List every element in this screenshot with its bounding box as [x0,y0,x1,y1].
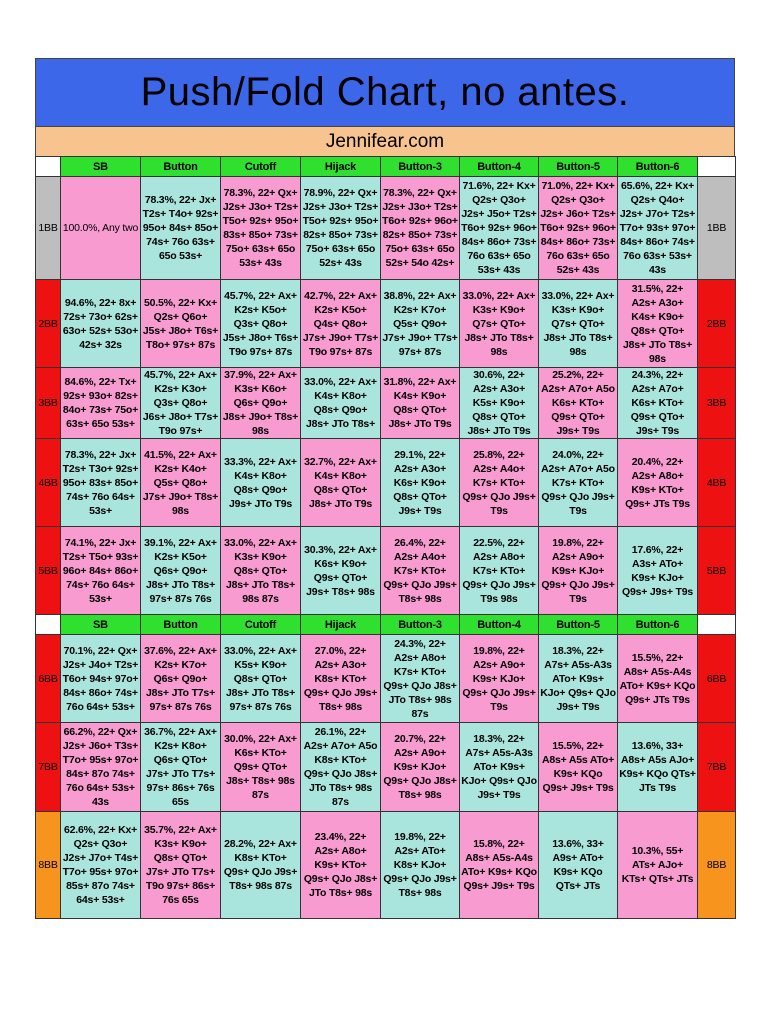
position-header-row [36,615,736,635]
range-cell: 50.5%, 22+ Kx+ Q2s+ Q6o+ J5s+ J8o+ T6s+ T8o+ 97s+ 87s [141,280,221,368]
range-cell: 25.8%, 22+ A2s+ A4o+ K7s+ KTo+ Q9s+ QJo J9s+ T9s [460,439,539,527]
stack-label: 5BB [698,527,736,615]
range-cell: 70.1%, 22+ Qx+ J2s+ J4o+ T2s+ T6o+ 94s+ 97o+ 84s+ 86o+ 74s+ 76o 64s+ 53s+ [61,635,141,723]
stack-label: 3BB [698,368,736,439]
header-blank-cell [36,615,61,635]
range-cell: 19.8%, 22+ A2s+ A9o+ K9s+ KJo+ Q9s+ QJo J9s+ T9s [539,527,618,615]
range-cell: 27.0%, 22+ A2s+ A3o+ K8s+ KTo+ Q9s+ QJo J9s+ T8s+ 98s [301,635,381,723]
stack-label: 8BB [698,812,736,919]
range-cell: 42.7%, 22+ Ax+ K2s+ K5o+ Q4s+ Q8o+ J7s+ J9o+ T7s+ T9o 97s+ 87s [301,280,381,368]
range-cell: 10.3%, 55+ ATs+ AJo+ KTs+ QTs+ JTs [618,812,698,919]
position-header: Button-5 [539,157,618,177]
position-header: Button-6 [618,157,698,177]
range-cell: 33.0%, 22+ Ax+ K5s+ K9o+ Q8s+ QTo+ J8s+ JTo T8s+ 97s+ 87s 76s [221,635,301,723]
range-cell: 15.5%, 22+ A8s+ A5s ATo+ K9s+ KQo Q9s+ J9s+ T9s [539,723,618,812]
range-cell: 94.6%, 22+ 8x+ 72s+ 73o+ 62s+ 63o+ 52s+ 53o+ 42s+ 32s [61,280,141,368]
header-blank-cell [698,615,736,635]
header-blank-cell [698,157,736,177]
stack-label: 5BB [36,527,61,615]
stack-row [36,527,736,615]
position-header: SB [61,157,141,177]
range-cell: 45.7%, 22+ Ax+ K2s+ K5o+ Q3s+ Q8o+ J5s+ J8o+ T6s+ T9o 97s+ 87s [221,280,301,368]
range-cell: 33.0%, 22+ Ax+ K3s+ K9o+ Q7s+ QTo+ J8s+ JTo T8s+ 98s [539,280,618,368]
stack-label: 3BB [36,368,61,439]
range-cell: 24.3%, 22+ A2s+ A7o+ K6s+ KTo+ Q9s+ QTo+ J9s+ T9s [618,368,698,439]
stack-label: 6BB [36,635,61,723]
range-cell: 37.9%, 22+ Ax+ K3s+ K6o+ Q6s+ Q9o+ J8s+ J9o+ T8s+ 98s [221,368,301,439]
stack-label: 1BB [36,177,61,280]
range-cell: 33.3%, 22+ Ax+ K4s+ K8o+ Q8s+ Q9o+ J9s+ JTo T9s [221,439,301,527]
position-header: Button-6 [618,615,698,635]
range-cell: 13.6%, 33+ A8s+ A5s AJo+ K9s+ KQo QTs+ JTs T9s [618,723,698,812]
range-cell: 19.8%, 22+ A2s+ ATo+ K8s+ KJo+ Q9s+ QJo J9s+ T8s+ 98s [381,812,460,919]
position-header: Button-3 [381,615,460,635]
range-cell: 26.1%, 22+ A2s+ A7o+ A5o K8s+ KTo+ Q9s+ QJo J8s+ JTo T8s+ 98s 87s [301,723,381,812]
range-cell: 22.5%, 22+ A2s+ A8o+ K7s+ KTo+ Q9s+ QJo J9s+ T9s 98s [460,527,539,615]
stack-row [36,177,736,280]
table-body [36,157,736,919]
range-cell: 17.6%, 22+ A3s+ ATo+ K9s+ KJo+ Q9s+ J9s+ T9s [618,527,698,615]
stack-row [36,439,736,527]
stack-row [36,723,736,812]
stack-label: 1BB [698,177,736,280]
stack-row [36,635,736,723]
range-cell: 15.8%, 22+ A8s+ A5s-A4s ATo+ K9s+ KQo Q9s+ J9s+ T9s [460,812,539,919]
position-header: Button-3 [381,157,460,177]
range-cell: 30.6%, 22+ A2s+ A3o+ K5s+ K9o+ Q8s+ QTo+ J8s+ JTo T9s [460,368,539,439]
range-cell: 78.3%, 22+ Qx+ J2s+ J3o+ T2s+ T6o+ 92s+ 96o+ 82s+ 85o+ 73s+ 75o+ 63s+ 65o 52s+ 54o 42s+ [381,177,460,280]
position-header: Button-4 [460,157,539,177]
position-header: Hijack [301,615,381,635]
stack-row [36,368,736,439]
stack-row [36,812,736,919]
header-blank-cell [36,157,61,177]
range-cell: 32.7%, 22+ Ax+ K4s+ K8o+ Q8s+ QTo+ J8s+ JTo T9s [301,439,381,527]
range-cell: 18.3%, 22+ A7s+ A5s-A3s ATo+ K9s+ KJo+ Q9s+ QJo J9s+ T9s [460,723,539,812]
stack-label: 2BB [36,280,61,368]
range-cell: 35.7%, 22+ Ax+ K3s+ K9o+ Q8s+ QTo+ J7s+ JTo T7s+ T9o 97s+ 86s+ 76s 65s [141,812,221,919]
range-cell: 71.6%, 22+ Kx+ Q2s+ Q3o+ J2s+ J5o+ T2s+ T6o+ 92s+ 96o+ 84s+ 86o+ 73s+ 76o 63s+ 65o 53s+ 43s [460,177,539,280]
range-cell: 13.6%, 33+ A9s+ ATo+ K9s+ KQo QTs+ JTs [539,812,618,919]
range-cell: 26.4%, 22+ A2s+ A4o+ K7s+ KTo+ Q9s+ QJo J9s+ T8s+ 98s [381,527,460,615]
position-header: Hijack [301,157,381,177]
stack-row [36,280,736,368]
position-header: Cutoff [221,615,301,635]
range-cell: 74.1%, 22+ Jx+ T2s+ T5o+ 93s+ 96o+ 84s+ 86o+ 74s+ 76o 64s+ 53s+ [61,527,141,615]
range-cell: 33.0%, 22+ Ax+ K3s+ K9o+ Q7s+ QTo+ J8s+ JTo T8s+ 98s [460,280,539,368]
range-cell: 71.0%, 22+ Kx+ Q2s+ Q3o+ J2s+ J6o+ T2s+ T6o+ 92s+ 96o+ 84s+ 86o+ 73s+ 76o 63s+ 65o 52s+ 43s [539,177,618,280]
position-header: Button [141,157,221,177]
range-cell: 20.4%, 22+ A2s+ A8o+ K9s+ KTo+ Q9s+ JTs T9s [618,439,698,527]
position-header: SB [61,615,141,635]
range-cell: 28.2%, 22+ Ax+ K8s+ KTo+ Q9s+ QJo J9s+ T8s+ 98s 87s [221,812,301,919]
range-cell: 19.8%, 22+ A2s+ A9o+ K9s+ KJo+ Q9s+ QJo J9s+ T9s [460,635,539,723]
range-cell: 15.5%, 22+ A8s+ A5s-A4s ATo+ K9s+ KQo Q9s+ JTs T9s [618,635,698,723]
range-cell: 65.6%, 22+ Kx+ Q2s+ Q4o+ J2s+ J7o+ T2s+ T7o+ 93s+ 97o+ 84s+ 86o+ 74s+ 76o 63s+ 53s+ 43s [618,177,698,280]
position-header: Button [141,615,221,635]
chart-title: Push/Fold Chart, no antes. [35,58,735,127]
range-cell: 78.3%, 22+ Jx+ T2s+ T3o+ 92s+ 95o+ 83s+ 85o+ 74s+ 76o 64s+ 53s+ [61,439,141,527]
range-cell: 66.2%, 22+ Qx+ J2s+ J6o+ T3s+ T7o+ 95s+ 97o+ 84s+ 87o 74s+ 76o 64s+ 53s+ 43s [61,723,141,812]
range-cell: 84.6%, 22+ Tx+ 92s+ 93o+ 82s+ 84o+ 73s+ 75o+ 63s+ 65o 53s+ [61,368,141,439]
stack-label: 7BB [698,723,736,812]
range-cell: 20.7%, 22+ A2s+ A9o+ K9s+ KJo+ Q9s+ QJo J8s+ T8s+ 98s [381,723,460,812]
range-cell: 45.7%, 22+ Ax+ K2s+ K3o+ Q3s+ Q8o+ J6s+ J8o+ T7s+ T9o 97s+ [141,368,221,439]
range-cell: 23.4%, 22+ A2s+ A8o+ K9s+ KTo+ Q9s+ QJo J8s+ JTo T8s+ 98s [301,812,381,919]
range-cell: 100.0%, Any two [61,177,141,280]
range-cell: 31.8%, 22+ Ax+ K4s+ K9o+ Q8s+ QTo+ J8s+ JTo T9s [381,368,460,439]
range-cell: 38.8%, 22+ Ax+ K2s+ K7o+ Q5s+ Q9o+ J7s+ J9o+ T7s+ 97s+ 87s [381,280,460,368]
range-cell: 36.7%, 22+ Ax+ K2s+ K8o+ Q6s+ QTo+ J7s+ JTo T7s+ 97s+ 86s+ 76s 65s [141,723,221,812]
range-cell: 41.5%, 22+ Ax+ K2s+ K4o+ Q5s+ Q8o+ J7s+ J9o+ T8s+ 98s [141,439,221,527]
stack-label: 4BB [698,439,736,527]
position-header-row [36,157,736,177]
position-header: Button-5 [539,615,618,635]
chart-subtitle: Jennifear.com [35,127,735,156]
range-cell: 78.3%, 22+ Jx+ T2s+ T4o+ 92s+ 95o+ 84s+ 85o+ 74s+ 76o 63s+ 65o 53s+ [141,177,221,280]
push-fold-table [35,156,736,919]
range-cell: 37.6%, 22+ Ax+ K2s+ K7o+ Q6s+ Q9o+ J8s+ JTo T7s+ 97s+ 87s 76s [141,635,221,723]
stack-label: 6BB [698,635,736,723]
range-cell: 24.3%, 22+ A2s+ A8o+ K7s+ KTo+ Q9s+ QJo J8s+ JTo T8s+ 98s 87s [381,635,460,723]
range-cell: 18.3%, 22+ A7s+ A5s-A3s ATo+ K9s+ KJo+ Q9s+ QJo J9s+ T9s [539,635,618,723]
range-cell: 24.0%, 22+ A2s+ A7o+ A5o K7s+ KTo+ Q9s+ QJo J9s+ T9s [539,439,618,527]
range-cell: 33.0%, 22+ Ax+ K3s+ K9o+ Q8s+ QTo+ J8s+ JTo T8s+ 98s 87s [221,527,301,615]
range-cell: 78.3%, 22+ Qx+ J2s+ J3o+ T2s+ T5o+ 92s+ 95o+ 83s+ 85o+ 73s+ 75o+ 63s+ 65o 53s+ 43s [221,177,301,280]
range-cell: 30.3%, 22+ Ax+ K6s+ K9o+ Q9s+ QTo+ J9s+ T8s+ 98s [301,527,381,615]
stack-label: 2BB [698,280,736,368]
range-cell: 39.1%, 22+ Ax+ K2s+ K5o+ Q6s+ Q9o+ J8s+ JTo T8s+ 97s+ 87s 76s [141,527,221,615]
stack-label: 7BB [36,723,61,812]
push-fold-sheet [35,58,735,919]
range-cell: 78.9%, 22+ Qx+ J2s+ J3o+ T2s+ T5o+ 92s+ 95o+ 82s+ 85o+ 73s+ 75o+ 63s+ 65o 52s+ 43s [301,177,381,280]
range-cell: 62.6%, 22+ Kx+ Q2s+ Q3o+ J2s+ J7o+ T4s+ T7o+ 95s+ 97o+ 85s+ 87o 74s+ 64s+ 53s+ [61,812,141,919]
range-cell: 31.5%, 22+ A2s+ A3o+ K4s+ K9o+ Q8s+ QTo+ J8s+ JTo T8s+ 98s [618,280,698,368]
position-header: Button-4 [460,615,539,635]
range-cell: 33.0%, 22+ Ax+ K4s+ K8o+ Q8s+ Q9o+ J8s+ JTo T8s+ [301,368,381,439]
range-cell: 30.0%, 22+ Ax+ K6s+ KTo+ Q9s+ QTo+ J8s+ T8s+ 98s 87s [221,723,301,812]
position-header: Cutoff [221,157,301,177]
stack-label: 8BB [36,812,61,919]
stack-label: 4BB [36,439,61,527]
range-cell: 25.2%, 22+ A2s+ A7o+ A5o K6s+ KTo+ Q9s+ QTo+ J9s+ T9s [539,368,618,439]
range-cell: 29.1%, 22+ A2s+ A3o+ K6s+ K9o+ Q8s+ QTo+ J9s+ T9s [381,439,460,527]
